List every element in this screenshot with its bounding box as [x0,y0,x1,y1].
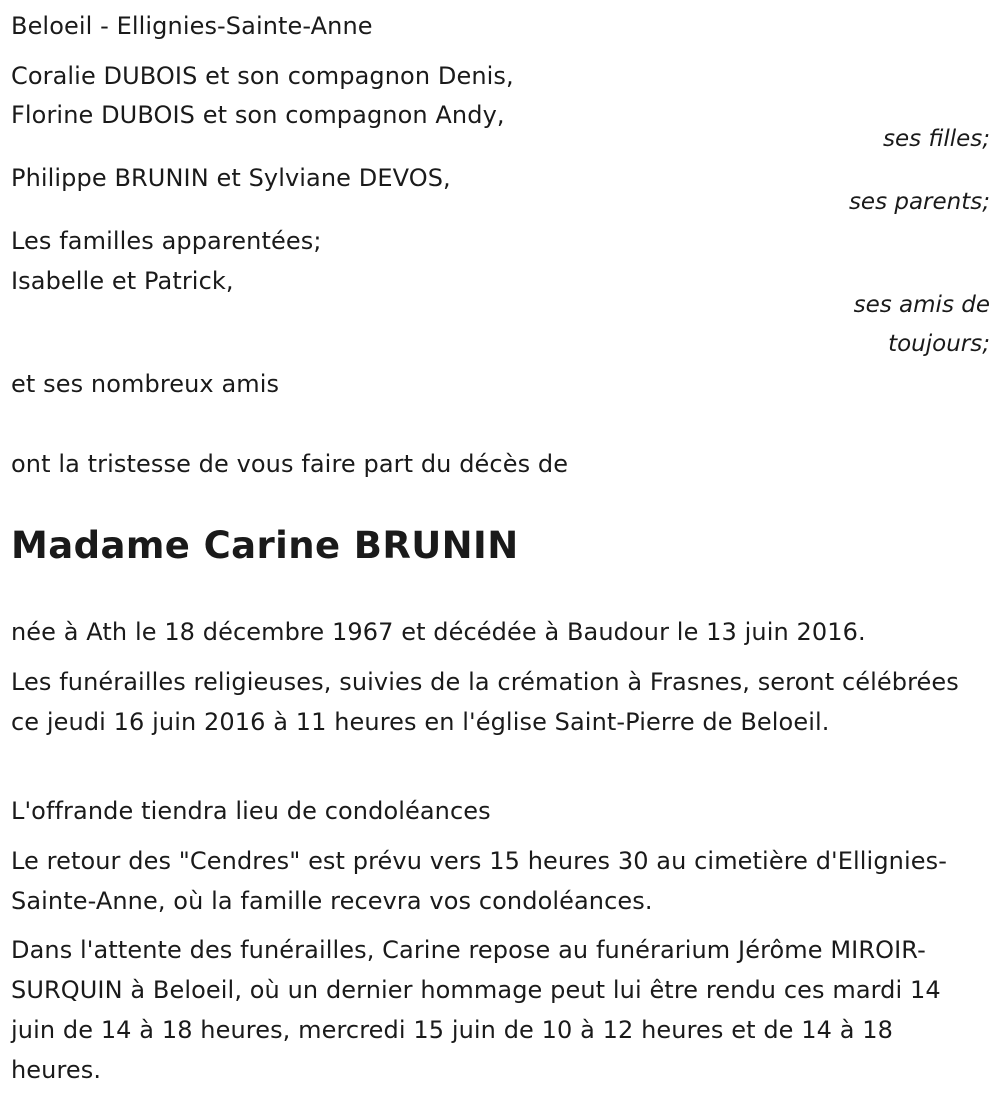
birth-death-text: née à Ath le 18 décembre 1967 et décédée à Baudour le 13 juin 2016. [11,618,866,646]
family-daughter-1: Coralie DUBOIS et son compagnon Denis, [11,62,514,90]
daughters-relation-label: ses filles; [883,126,990,152]
parents-relation-label: ses parents; [848,189,990,215]
family-daughter-2: Florine DUBOIS et son compagnon Andy, [11,101,505,129]
friends-relation-label-line1: ses amis de [853,292,990,318]
announcement-text: ont la tristesse de vous faire part du décès de [11,450,569,478]
visitation-paragraph: Dans l'attente des funérailles, Carine repose au funérarium Jérôme MIROIR-SURQUIN à Beloeil, où un dernier hommage peut lui être rendu ces mardi 14 juin de 14 à 18 heures, mercredi 15 juin de 10 à 12 heures et de 14 à 18 heures. [11,936,941,1084]
friends-relation-label-line2: toujours; [888,331,990,357]
deceased-name: Madame Carine BRUNIN [11,524,519,567]
ashes-paragraph: Le retour des "Cendres" est prévu vers 15 heures 30 au cimetière d'Ellignies-Sainte-Anne, où la famille recevra vos condoléances. [11,847,947,915]
funeral-paragraph: Les funérailles religieuses, suivies de la crémation à Frasnes, seront célébrées ce jeudi 16 juin 2016 à 11 heures en l'église Saint-Pierre de Beloeil. [11,668,959,736]
location-heading: Beloeil - Ellignies-Sainte-Anne [11,12,373,40]
offering-text: L'offrande tiendra lieu de condoléances [11,797,491,825]
family-friends: Isabelle et Patrick, [11,267,234,295]
family-relatives: Les familles apparentées; [11,227,322,255]
family-many-friends: et ses nombreux amis [11,370,280,398]
family-parents: Philippe BRUNIN et Sylviane DEVOS, [11,164,451,192]
